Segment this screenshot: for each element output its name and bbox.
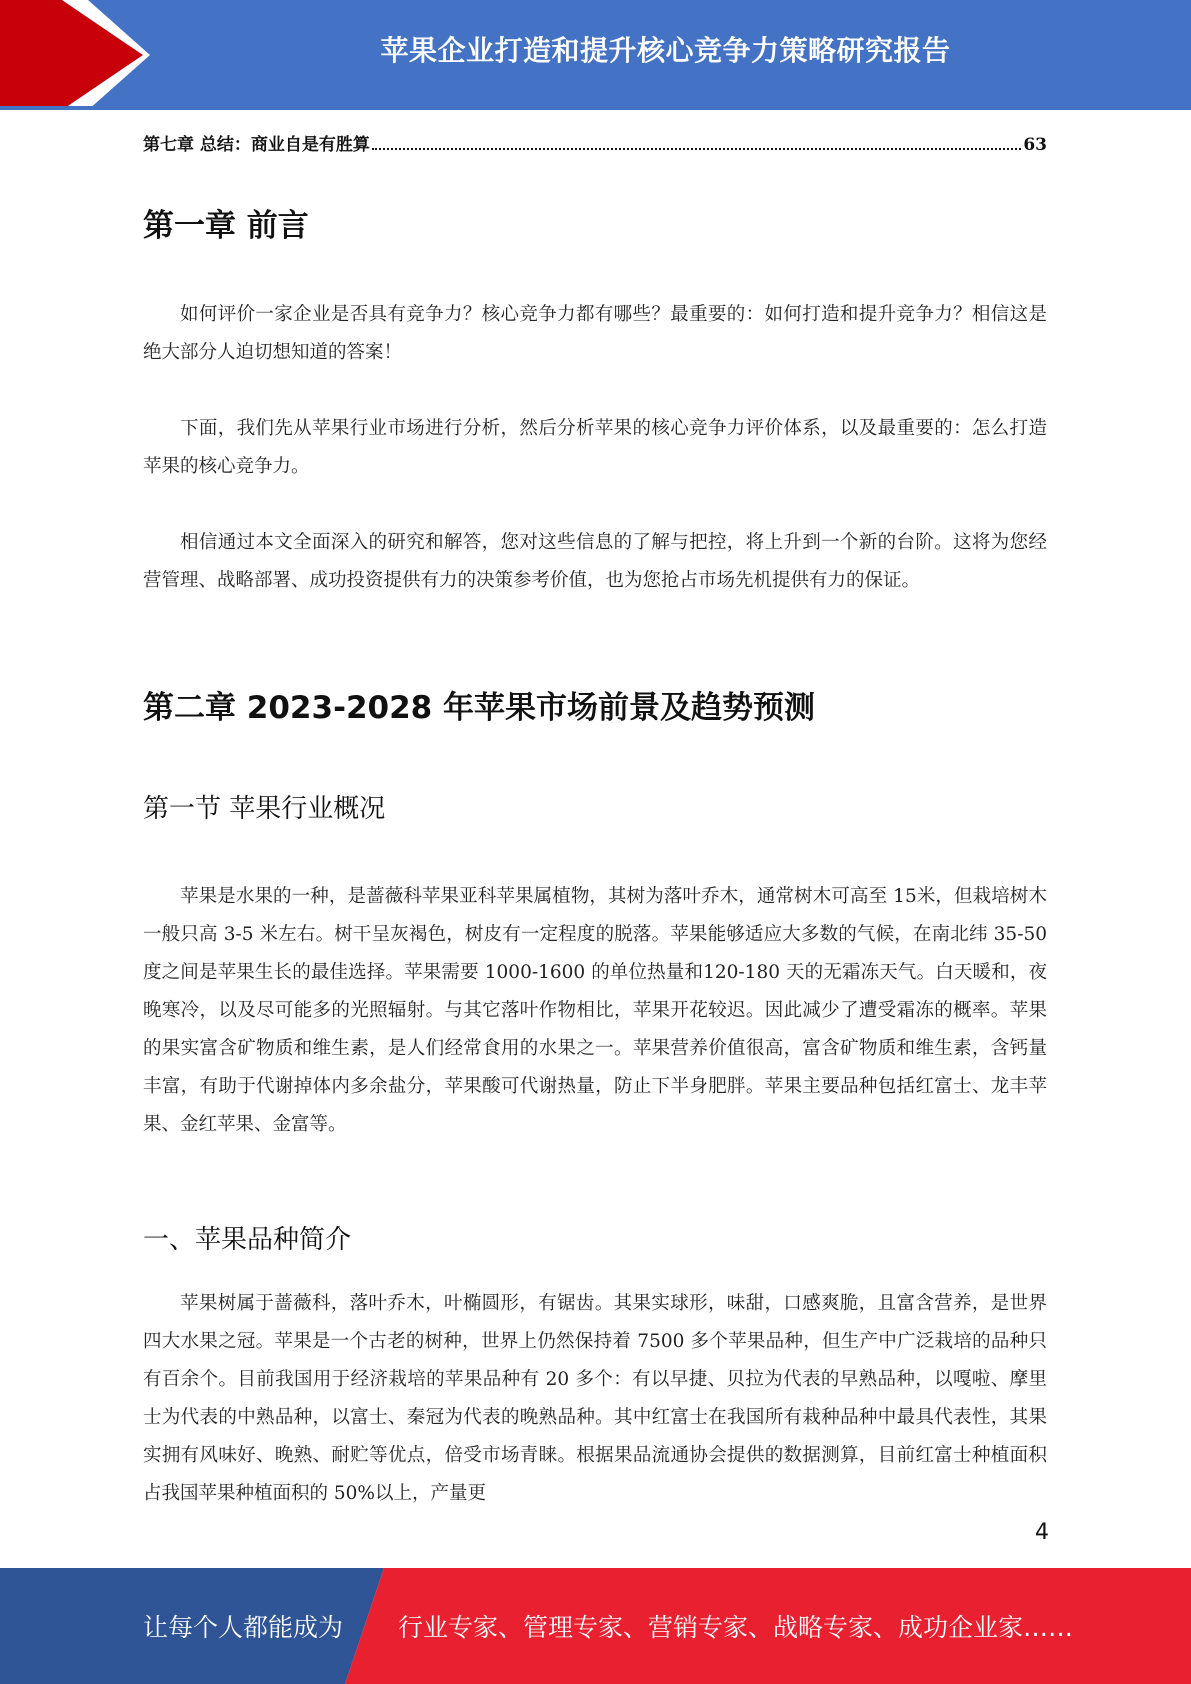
toc-entry[interactable] — [143, 130, 1047, 155]
chapter-1-paragraph-3: 相信通过本文全面深入的研究和解答，您对这些信息的了解与把控，将上升到一个新的台阶。这将为您经营管理、战略部署、成功投资提供有力的决策参考价值，也为您抢占市场先机提供有力的保证。 — [143, 532, 1047, 591]
chapter-1-heading: 第一章 前言 — [143, 208, 309, 244]
subsection-1-heading: 一、苹果品种简介 — [143, 1225, 352, 1255]
chapter-2-heading: 第二章 2023-2028 年苹果市场前景及趋势预测 — [143, 690, 816, 726]
page-footer — [0, 1568, 1191, 1684]
subsection-1-paragraph: 苹果树属于蔷薇科，落叶乔木，叶椭圆形，有锯齿。其果实球形，味甜，口感爽脆，且富含营养，是世界四大水果之冠。苹果是一个古老的树种，世界上仍然保持着 7500 多个苹果品种，但生产中广泛栽培的品种只有百余个。目前我国用于经济栽培的苹果品种有 20 多个：有以早捷、贝拉为代表的早熟品种，以嘎啦、摩里士为代表的中熟品种，以富士、秦冠为代表的晚熟品种。其中红富士在我国所有栽种品种中最具代表性，其果实拥有风味好、晚熟、耐贮等优点，倍受市场青睐。根据果品流通协会提供的数据测算，目前红富士种植面积占我国苹果种植面积的 50%以上，产量更 — [143, 1293, 1047, 1504]
section-1-paragraph: 苹果是水果的一种，是蔷薇科苹果亚科苹果属植物，其树为落叶乔木，通常树木可高至 15米，但栽培树木一般只高 3-5 米左右。树干呈灰褐色，树皮有一定程度的脱落。苹果能够适应大多数的气候，在南北纬 35-50 度之间是苹果生长的最佳选择。苹果需要 1000-1600 的单位热量和120-180 天的无霜冻天气。白天暖和，夜晚寒冷，以及尽可能多的光照辐射。与其它落叶作物相比，苹果开花较迟。因此减少了遭受霜冻的概率。苹果的果实富含矿物质和维生素，是人们经常食用的水果之一。苹果营养价值很高，富含矿物质和维生素，含钙量丰富，有助于代谢掉体内多余盐分，苹果酸可代谢热量，防止下半身肥胖。苹果主要品种包括红富士、龙丰苹果、金红苹果、金富等。 — [143, 886, 1047, 1135]
toc-entry-text: 第七章 总结：商业自是有胜算 — [143, 135, 370, 155]
footer-slogan-right: 行业专家、管理专家、营销专家、战略专家、成功企业家…… — [398, 1613, 1074, 1642]
toc-entry-page: 63 — [1023, 135, 1047, 155]
page-number: 4 — [1035, 1520, 1049, 1545]
chapter-1-paragraph-2: 下面，我们先从苹果行业市场进行分析，然后分析苹果的核心竞争力评价体系，以及最重要的：怎么打造苹果的核心竞争力。 — [143, 418, 1047, 477]
toc-leader-dots — [372, 148, 1021, 150]
footer-slogan-left: 让每个人都能成为 — [143, 1613, 344, 1642]
section-1-heading: 第一节 苹果行业概况 — [143, 794, 386, 824]
report-title: 苹果企业打造和提升核心竞争力策略研究报告 — [380, 34, 951, 67]
page-header — [0, 0, 1191, 110]
chapter-1-paragraph-1: 如何评价一家企业是否具有竞争力？核心竞争力都有哪些？最重要的：如何打造和提升竞争力？相信这是绝大部分人迫切想知道的答案！ — [143, 304, 1047, 363]
